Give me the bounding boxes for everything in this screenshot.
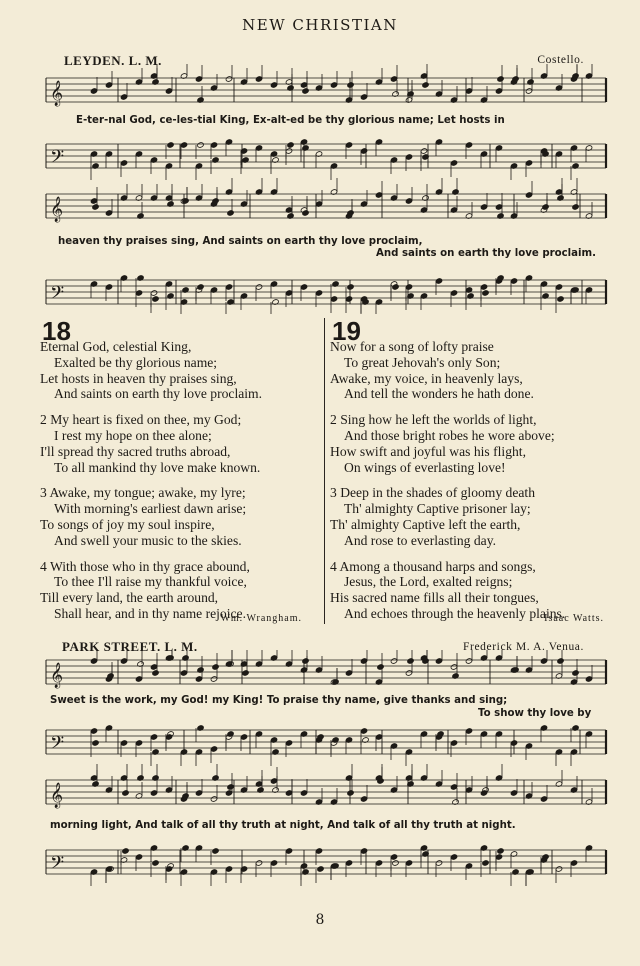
hymn-18-author: Wm. Wrangham.	[220, 613, 302, 624]
verse-line: Awake, my voice, in heavenly lays,	[330, 370, 523, 386]
verse-line: His sacred name fills all their tongues,	[330, 590, 539, 606]
verse-line: Till every land, the earth around,	[40, 590, 219, 606]
stanza	[40, 339, 322, 402]
page-number: 8	[315, 912, 325, 928]
verse-line: Th' almighty Captive left the earth,	[330, 516, 521, 532]
staff-system-2-treble	[46, 178, 606, 222]
svg-text:𝄢: 𝄢	[50, 283, 65, 308]
staff-system-1-bass	[46, 139, 606, 180]
verse-line: 4 With those who in thy grace abound,	[40, 558, 250, 574]
svg-text:𝄞: 𝄞	[50, 197, 64, 222]
svg-text:𝄞: 𝄞	[50, 81, 64, 106]
svg-text:𝄢: 𝄢	[50, 733, 65, 758]
verse-line: 2 Sing how he left the worlds of light,	[330, 412, 537, 428]
verse-line: On wings of everlasting love!	[344, 459, 506, 475]
verse-line: 2 My heart is fixed on thee, my God;	[40, 412, 242, 428]
verse-line: Now for a song of lofty praise	[330, 339, 494, 354]
verse-line: To all mankind thy love make known.	[54, 459, 261, 475]
stanza	[330, 485, 610, 548]
verse-line: 3 Awake, my tongue; awake, my lyre;	[40, 485, 246, 501]
stanza	[40, 412, 322, 475]
verse-line: And rose to everlasting day.	[344, 532, 497, 548]
tune-composer-park-street: Frederick M. A. Venua.	[463, 641, 584, 653]
lyric-leyden-line2a: heaven thy praises sing, And saints on earth thy love proclaim,	[58, 236, 423, 247]
staff-system-1-treble	[46, 64, 606, 106]
staff-system-4-treble	[46, 764, 606, 808]
staff-system-4-bass	[46, 845, 606, 886]
tune-composer-leyden: Costello.	[537, 54, 584, 66]
verse-line: I rest my hope on thee alone;	[54, 427, 212, 443]
lyric-park-street-line1b: To show thy love by	[478, 708, 592, 719]
tune-title-park-street: PARK STREET. L. M.	[62, 639, 198, 654]
stanza	[40, 485, 322, 548]
music-staves-park-street	[40, 650, 610, 900]
verse-line: Exalted be thy glorious name;	[54, 354, 218, 370]
staff-system-3-bass	[46, 725, 606, 766]
verse-line: With morning's earliest dawn arise;	[54, 501, 247, 517]
verse-line: Shall hear, and in thy name rejoice.	[54, 605, 246, 621]
verse-line: How swift and joyful was his flight,	[330, 443, 526, 459]
verse-line: 3 Deep in the shades of gloomy death	[330, 485, 535, 501]
hymn-number-19: 19	[332, 316, 361, 346]
verse-line: 4 Among a thousand harps and songs,	[330, 558, 536, 574]
svg-text:𝄞: 𝄞	[50, 783, 64, 808]
verse-line: And those bright robes he wore above;	[344, 427, 555, 443]
verse-line: To songs of joy my soul inspire,	[40, 516, 215, 532]
verse-line: And tell the wonders he hath done.	[344, 386, 534, 402]
verse-line: And saints on earth thy love proclaim.	[54, 386, 263, 402]
svg-text:𝄞: 𝄞	[50, 663, 64, 688]
hymn-19-text	[330, 339, 610, 632]
staff-system-2-bass	[46, 275, 606, 314]
stanza	[330, 412, 610, 475]
music-staves-leyden	[40, 64, 610, 314]
verse-line: To thee I'll raise my thankful voice,	[54, 574, 247, 590]
verse-line: And echoes through the heavenly plains.	[344, 605, 566, 621]
verse-line: And swell your music to the skies.	[54, 532, 242, 548]
hymn-19-author: Isaac Watts.	[544, 613, 604, 624]
column-divider	[324, 318, 325, 624]
verse-line: To great Jehovah's only Son;	[344, 354, 501, 370]
verse-line: Th' almighty Captive prisoner lay;	[344, 501, 531, 517]
hymn-18-text	[40, 339, 322, 632]
staff-system-3-treble	[46, 650, 606, 688]
verse-line: I'll spread thy sacred truths abroad,	[40, 443, 231, 459]
lyric-leyden-line2b: And saints on earth thy love proclaim.	[376, 248, 597, 259]
lyric-park-street-line2: morning light, And talk of all thy truth at night, And talk of all thy truth at night.	[50, 820, 516, 831]
verse-line: Jesus, the Lord, exalted reigns;	[344, 574, 513, 590]
lyric-park-street-line1: Sweet is the work, my God! my King! To praise thy name, give thanks and sing;	[50, 695, 508, 706]
lyric-leyden-line1: E-ter-nal God, ce-les-tial King, Ex-alt-ed be thy glorious name; Let hosts in	[76, 115, 505, 126]
verse-line: Let hosts in heaven thy praises sing,	[40, 370, 237, 386]
svg-text:𝄢: 𝄢	[50, 147, 65, 172]
verse-line: Eternal God, celestial King,	[40, 339, 192, 354]
page-header: NEW CHRISTIAN	[242, 16, 398, 34]
tune-title-leyden: LEYDEN. L. M.	[64, 53, 162, 68]
stanza	[330, 339, 610, 402]
svg-text:𝄢: 𝄢	[50, 853, 65, 878]
hymn-number-18: 18	[42, 316, 71, 346]
